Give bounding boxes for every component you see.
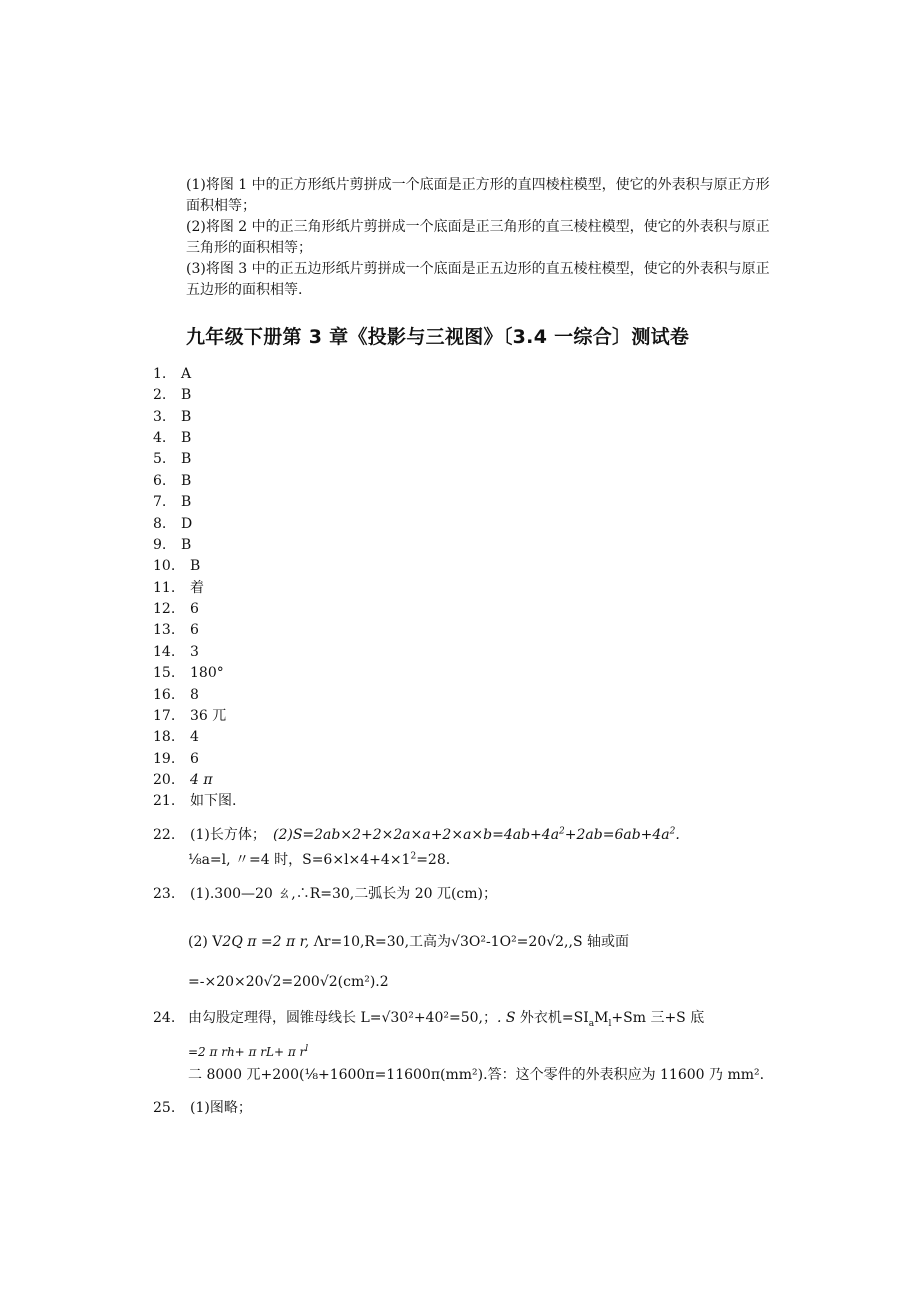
answer-value: 6 [190, 622, 199, 638]
question-number: 16. [153, 687, 176, 703]
answer-value: B [181, 494, 192, 510]
answer-part-1: (1)长方体； [190, 827, 266, 843]
answer-line-1: (1).300—20 ㄠ,∴R=30,二弧长为 20 兀(cm)； [190, 886, 498, 902]
question-number: 8. [153, 516, 167, 532]
answer-text: (1)图略； [190, 1100, 252, 1116]
intro-paragraph-3: (3)将图 3 中的正五边形纸片剪拼成一个底面是正五边形的直五棱柱模型，使它的外表积与原正五边形的面积相等. [186, 261, 770, 298]
answer-value: 6 [190, 751, 199, 767]
intro-paragraph-2: (2)将图 2 中的正三角形纸片剪拼成一个底面是正三角形的直三棱柱模型，使它的外表积与原正三角形的面积相等； [186, 219, 770, 256]
answer-value: 4 [190, 729, 199, 745]
question-number: 6. [153, 473, 167, 489]
question-number: 11. [153, 580, 176, 596]
question-number: 10. [153, 558, 176, 574]
question-number: 22. [153, 827, 176, 843]
question-number: 12. [153, 601, 176, 617]
question-number: 3. [153, 409, 167, 425]
answer-value: 8 [190, 687, 199, 703]
question-number: 1. [153, 366, 167, 382]
test-title: 九年级下册第 3 章《投影与三视图》〔3.4 一综合〕测试卷 [186, 326, 690, 348]
answer-value: 着 [190, 580, 204, 596]
question-number: 17. [153, 708, 176, 724]
question-24-line-2: =2 π rh+ π rL+ π $r^l$ [188, 1044, 309, 1059]
answer-value: D [181, 516, 193, 532]
answer-value: 6 [190, 601, 199, 617]
answer-value: 3 [190, 644, 199, 660]
intro-paragraph-1: (1)将图 1 中的正方形纸片剪拼成一个底面是正方形的直四棱柱模型，使它的外表积与原正方形面积相等； [186, 177, 770, 214]
answer-value: B [181, 537, 192, 553]
question-22-line-2: ⅛a=l, 〃=4 时，$S=6\times l\times 4+4\times 1^2=28$. [188, 851, 451, 868]
answer-value: B [190, 558, 201, 574]
question-number: 18. [153, 729, 176, 745]
answer-value: B [181, 451, 192, 467]
question-number: 23. [153, 886, 176, 902]
question-number: 15. [153, 665, 176, 681]
question-number: 14. [153, 644, 176, 660]
answer-value: 4 π [190, 772, 213, 788]
question-24-line-3: 二 8000 兀+200(⅛+1600π=11600π(mm²).答：这个零件的外表积应为 11600 乃 mm². [188, 1067, 765, 1083]
question-number: 7. [153, 494, 167, 510]
question-number: 2. [153, 387, 167, 403]
answer-value: B [181, 409, 192, 425]
answer-value: 如下图. [190, 793, 237, 809]
question-number: 20. [153, 772, 176, 788]
question-number: 9. [153, 537, 167, 553]
question-number: 25. [153, 1100, 176, 1116]
question-23-line-3: =-×20×20√2=200√2(cm²).2 [188, 974, 389, 990]
answer-value: A [181, 366, 192, 382]
answer-formula: $(2)S=2ab\times 2+2\times 2a\times a+2\times a\times b=4ab+4a^2+2ab=6ab+4a^2$. [273, 826, 680, 843]
answer-value: B [181, 430, 192, 446]
answer-value: B [181, 473, 192, 489]
question-number: 19. [153, 751, 176, 767]
question-number: 5. [153, 451, 167, 467]
question-number: 13. [153, 622, 176, 638]
answer-value: 180° [190, 665, 224, 681]
answer-value: 36 兀 [190, 708, 227, 724]
question-23-line-2: (2) V2Q π =2 π r, Λr=10,R=30,工高为√3O²-1O²=20√2,,S 轴或面 [188, 934, 629, 950]
answer-value: B [181, 387, 192, 403]
question-number: 24. [153, 1010, 176, 1026]
question-number: 4. [153, 430, 167, 446]
question-number: 21. [153, 793, 176, 809]
answer-line-1: 由勾股定理得，圆锥母线长 L=√30²+40²=50,；. S 外衣机$=SI_aM_l+Sm$ 三+S 底 [188, 1010, 705, 1029]
